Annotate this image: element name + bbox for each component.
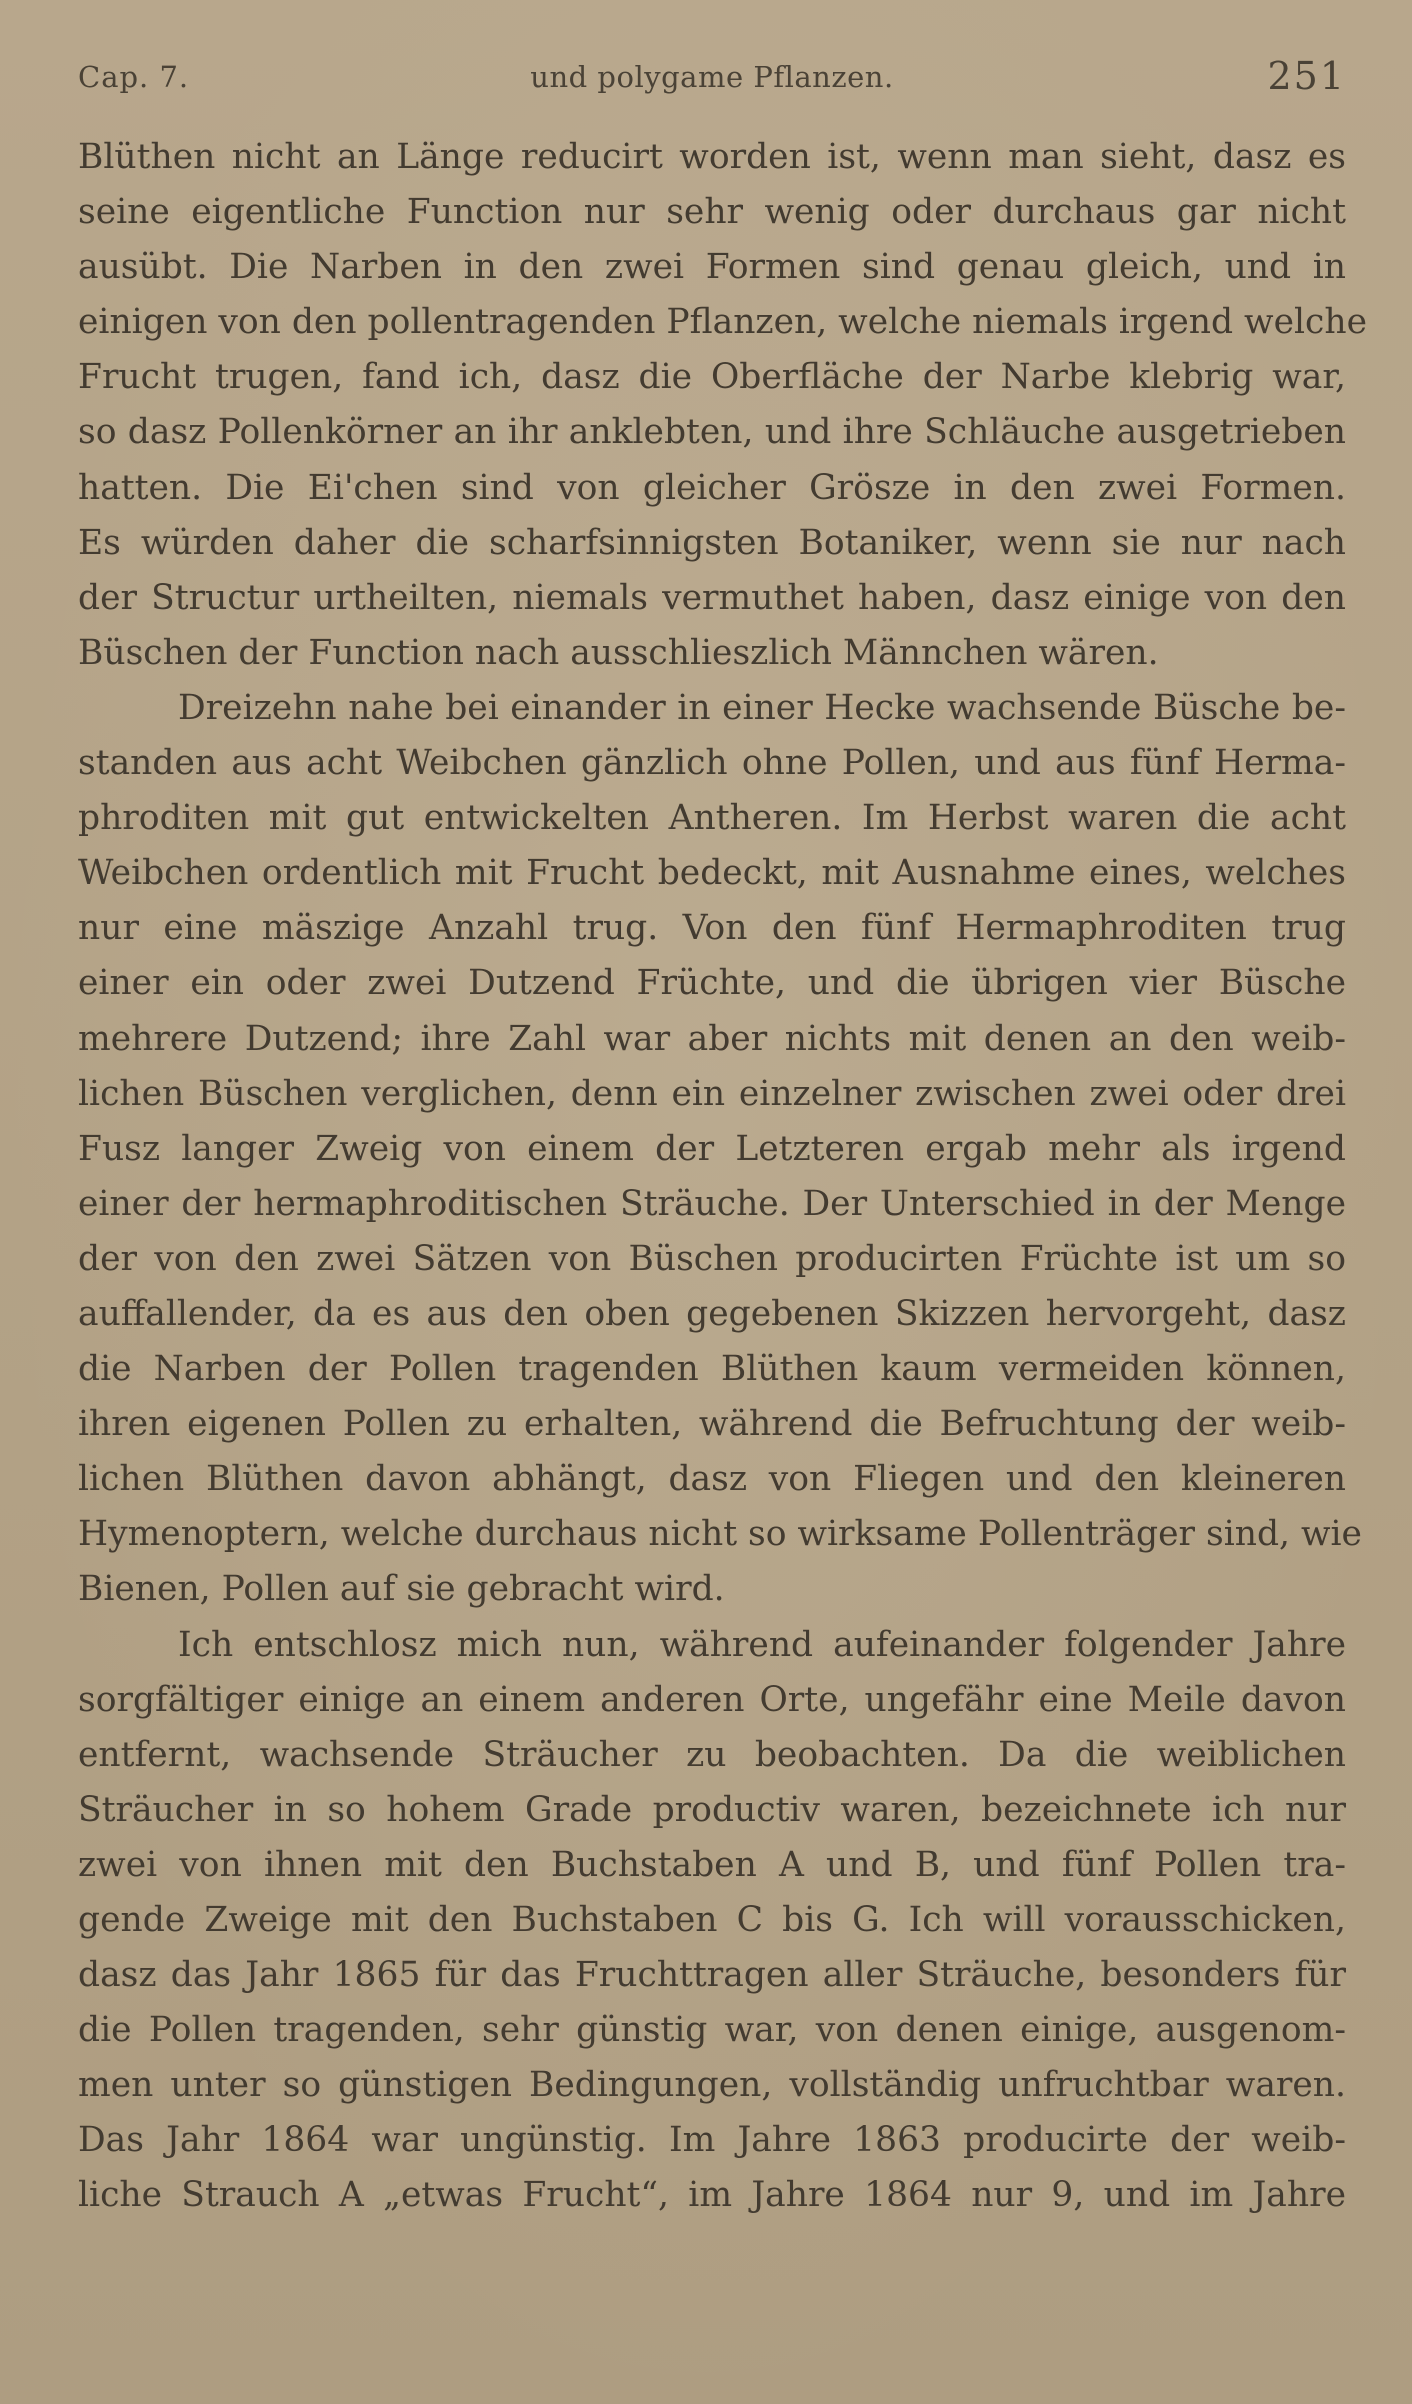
text-line: standen aus acht Weibchen gänzlich ohne Pollen, und aus fünf Herma- (78, 743, 1346, 784)
text-line: die Narben der Pollen tragenden Blüthen kaum vermeiden können, (78, 1349, 1346, 1390)
text-line: Frucht trugen, fand ich, dasz die Oberfläche der Narbe klebrig war, (78, 357, 1346, 398)
text-line: Das Jahr 1864 war ungünstig. Im Jahre 1863 producirte der weib- (78, 2120, 1346, 2161)
text-line: einer ein oder zwei Dutzend Früchte, und die übrigen vier Büsche (78, 963, 1346, 1004)
text-line: Es würden daher die scharfsinnigsten Botaniker, wenn sie nur nach (78, 522, 1346, 563)
text-line: nur eine mäszige Anzahl trug. Von den fünf Hermaphroditen trug (78, 908, 1346, 949)
text-line: Weibchen ordentlich mit Frucht bedeckt, mit Ausnahme eines, welches (78, 853, 1346, 894)
text-line: lichen Blüthen davon abhängt, dasz von Fliegen und den kleineren (78, 1459, 1346, 1500)
text-line: auffallender, da es aus den oben gegebenen Skizzen hervorgeht, dasz (78, 1293, 1346, 1334)
chapter-label: Cap. 7. (78, 60, 190, 94)
text-line: hatten. Die Ei'chen sind von gleicher Grösze in den zwei Formen. (78, 467, 1346, 508)
text-line: liche Strauch A „etwas Frucht“, im Jahre 1864 nur 9, und im Jahre (78, 2175, 1346, 2216)
text-line: Dreizehn nahe bei einander in einer Hecke wachsende Büsche be- (178, 687, 1346, 728)
page-number: 251 (1267, 54, 1346, 98)
text-line: Ich entschlosz mich nun, während aufeinander folgender Jahre (178, 1624, 1346, 1665)
text-line: einigen von den pollentragenden Pflanzen, welche niemals irgend welche (78, 302, 1367, 343)
text-line: Hymenoptern, welche durchaus nicht so wirksame Pollenträger sind, wie (78, 1514, 1362, 1555)
text-line: die Pollen tragenden, sehr günstig war, von denen einige, ausgenom- (78, 2010, 1346, 2051)
text-line: Büschen der Function nach ausschlieszlich Männchen wären. (78, 632, 1159, 673)
text-line: lichen Büschen verglichen, denn ein einzelner zwischen zwei oder drei (78, 1073, 1346, 1114)
text-line: entfernt, wachsende Sträucher zu beobachten. Da die weiblichen (78, 1734, 1346, 1775)
text-line: men unter so günstigen Bedingungen, vollständig unfruchtbar waren. (78, 2065, 1346, 2106)
text-line: dasz das Jahr 1865 für das Fruchttragen aller Sträuche, besonders für (78, 1955, 1346, 1996)
body-text (78, 130, 1367, 2224)
text-line: ausübt. Die Narben in den zwei Formen sind genau gleich, und in (78, 247, 1346, 288)
text-line: so dasz Pollenkörner an ihr anklebten, und ihre Schläuche ausgetrieben (78, 412, 1346, 453)
text-line: phroditen mit gut entwickelten Antheren. Im Herbst waren die acht (78, 798, 1346, 839)
text-line: zwei von ihnen mit den Buchstaben A und B, und fünf Pollen tra- (78, 1844, 1346, 1885)
text-line: ihren eigenen Pollen zu erhalten, während die Befruchtung der weib- (78, 1404, 1346, 1445)
text-line: einer der hermaphroditischen Sträuche. Der Unterschied in der Menge (78, 1183, 1346, 1224)
text-line: Bienen, Pollen auf sie gebracht wird. (78, 1569, 725, 1610)
text-line: seine eigentliche Function nur sehr wenig oder durchaus gar nicht (78, 192, 1346, 233)
text-line: Blüthen nicht an Länge reducirt worden ist, wenn man sieht, dasz es (78, 137, 1346, 177)
running-header (78, 54, 1346, 110)
text-line: mehrere Dutzend; ihre Zahl war aber nichts mit denen an den weib- (78, 1018, 1346, 1059)
text-line: gende Zweige mit den Buchstaben C bis G. Ich will vorausschicken, (78, 1900, 1346, 1940)
text-line: der von den zwei Sätzen von Büschen producirten Früchte ist um so (78, 1238, 1346, 1279)
text-line: sorgfältiger einige an einem anderen Orte, ungefähr eine Meile davon (78, 1679, 1346, 1720)
text-line: Fusz langer Zweig von einem der Letzteren ergab mehr als irgend (78, 1128, 1346, 1169)
text-line: Sträucher in so hohem Grade productiv waren, bezeichnete ich nur (78, 1789, 1346, 1830)
running-title: und polygame Pflanzen. (530, 60, 894, 94)
text-line: der Structur urtheilten, niemals vermuthet haben, dasz einige von den (78, 577, 1346, 618)
